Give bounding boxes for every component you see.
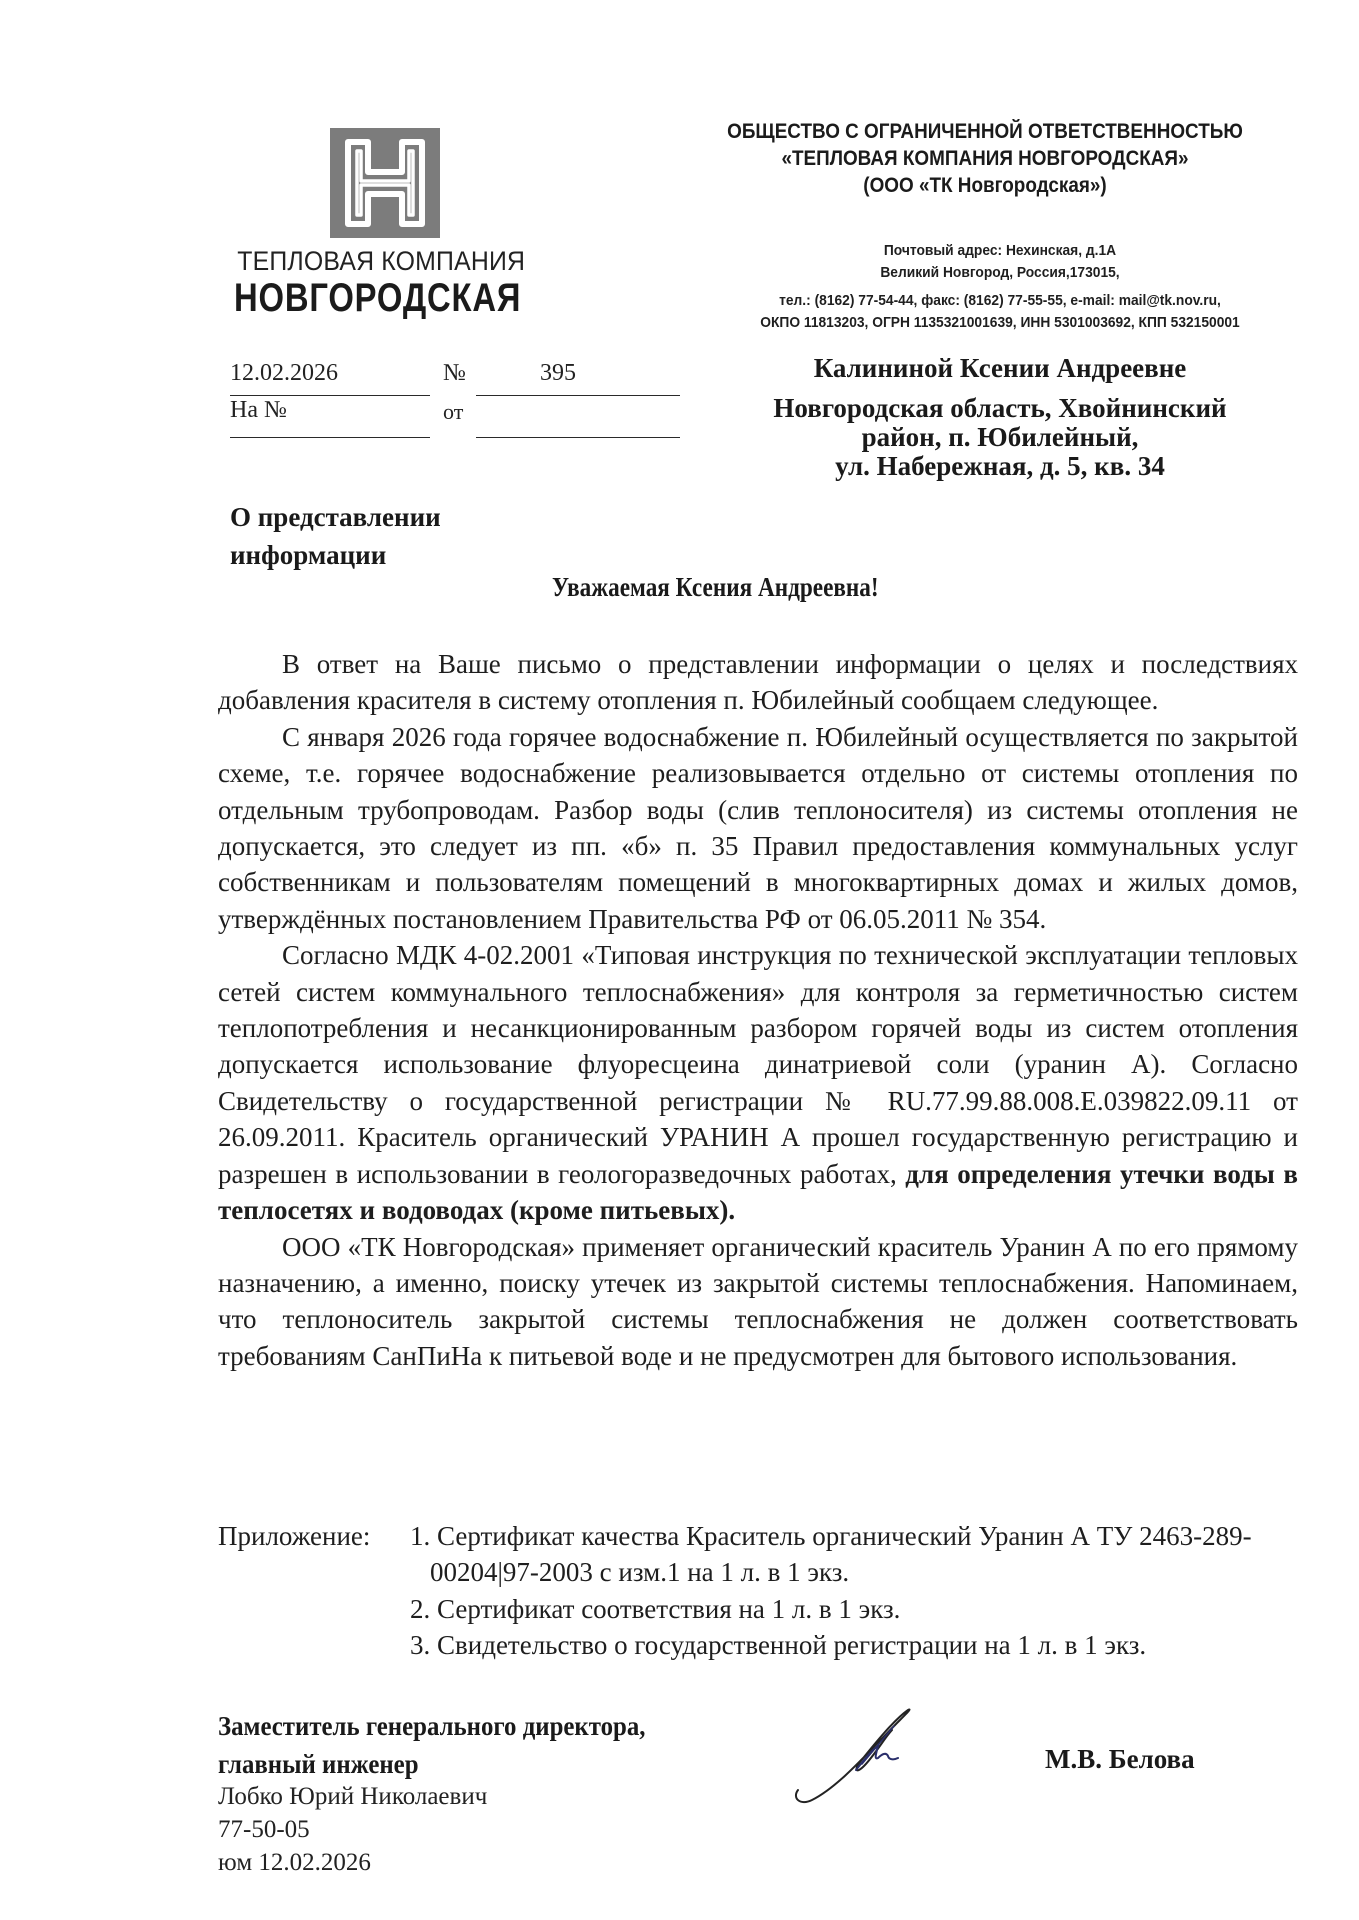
body-text-period: . xyxy=(728,1195,736,1226)
recipient-address-line: район, п. Юбилейный, xyxy=(861,422,1139,452)
attachments-block xyxy=(218,1518,1308,1664)
attachments-label: Приложение: xyxy=(218,1521,371,1551)
body-text-regular: Согласно МДК 4-02.2001 «Типовая инструкция по технической эксплуатации тепловых сетей систем коммунального теплоснабжения» для контроля за герметичностью систем теплопотребления и несанкционированным разбором горячей воды из систем отопления допускается использование флуоресцеина динатриевой соли (уранин А). Согласно Свидетельству о государственной регистрации № RU.77.99.88.008.Е.039822.09.11 от 26.09.2011. Краситель органический УРАНИН А прошел государственную регистрацию и разрешен в использовании в геологоразведочных работах, xyxy=(218,940,1298,1189)
company-name-line: «ТЕПЛОВАЯ КОМПАНИЯ НОВГОРОДСКАЯ» xyxy=(781,147,1189,170)
reference-date-underline xyxy=(476,437,680,438)
salutation: Уважаемая Ксения Андреевна! xyxy=(552,572,879,602)
body-paragraph: В ответ на Ваше письмо о представлении информации о целях и последствиях добавления красителя в систему отопления п. Юбилейный сообщаем следующее. xyxy=(218,649,1298,716)
company-name-line: ОБЩЕСТВО С ОГРАНИЧЕННОЙ ОТВЕТСТВЕННОСТЬЮ xyxy=(727,120,1243,143)
executor-name: Лобко Юрий Николаевич xyxy=(218,1783,488,1810)
postal-address-line: Великий Новгород, Россия,173015, xyxy=(880,264,1120,281)
attachment-item: 1. Сертификат качества Краситель органический Уранин А ТУ 2463-289-00204|97-2003 с изм.1 на 1 л. в 1 экз. xyxy=(410,1521,1252,1588)
letter-body xyxy=(218,646,1298,1374)
requisites-line: ОКПО 11813203, ОГРН 1135321001639, ИНН 5301003692, КПП 532150001 xyxy=(760,314,1240,331)
executor-note: юм 12.02.2026 xyxy=(218,1849,371,1876)
attachments-list xyxy=(218,1518,1308,1664)
body-paragraph xyxy=(218,937,1298,1228)
postal-address-line: Почтовый адрес: Нехинская, д.1А xyxy=(883,242,1117,259)
recipient-address-line: Новгородская область, Хвойнинский xyxy=(773,393,1227,423)
recipient-address-line: ул. Набережная, д. 5, кв. 34 xyxy=(835,451,1165,481)
date-underline xyxy=(230,395,430,396)
body-paragraph: ООО «ТК Новгородская» применяет органический краситель Уранин А по его прямому назначению, а именно, поиску утечек из закрытой системы теплоснабжения. Напоминаем, что теплоноситель закрытой системы теплоснабжения не должен соответствовать требованиям СанПиНа к питьевой воде и не предусмотрен для бытового использования. xyxy=(218,1231,1298,1371)
reference-from-label: от xyxy=(443,399,464,424)
letter-subject xyxy=(230,498,441,574)
signature-scribble-icon xyxy=(790,1690,940,1810)
reference-number-underline xyxy=(230,437,430,438)
signer-position xyxy=(218,1707,645,1783)
subject-line: информации xyxy=(230,540,387,570)
signer-name: М.В. Белова xyxy=(1045,1744,1195,1774)
postal-address xyxy=(700,240,1300,284)
attachment-item: 3. Свидетельство о государственной регистрации на 1 л. в 1 экз. xyxy=(410,1630,1147,1661)
body-paragraph: С января 2026 года горячее водоснабжение п. Юбилейный осуществляется по закрытой схеме, т.е. горячее водоснабжение реализовывается отдельно от системы отопления по отдельным трубопроводам. Разбор воды (слив теплоносителя) из системы отопления не допускается, это следует из пп. «б» п. 35 Правил предоставления коммунальных услуг собственникам и пользователям помещений в многоквартирных домах и жилых домов, утверждённых постановлением Правительства РФ от 06.05.2011 № 354. xyxy=(218,721,1298,934)
recipient-name: Калининой Ксении Андреевне xyxy=(813,353,1187,383)
number-underline xyxy=(476,395,680,396)
company-contacts xyxy=(700,290,1300,334)
subject-line: О представлении xyxy=(230,502,441,532)
logo-text-line2: НОВГОРОДСКАЯ xyxy=(234,276,522,320)
company-name-line: (ООО «ТК Новгородская») xyxy=(863,174,1107,197)
signer-position-line: главный инженер xyxy=(218,1749,419,1779)
attachment-item: 2. Сертификат соответствия на 1 л. в 1 экз. xyxy=(410,1593,901,1624)
reference-number-label: На № xyxy=(230,397,287,423)
body-text-emphasis: для определения утечки воды в теплосетях и водоводах (кроме питьевых) xyxy=(218,1158,1298,1226)
letter-h-mark-icon xyxy=(330,128,440,238)
outgoing-date: 12.02.2026 xyxy=(230,360,338,386)
executor-block xyxy=(218,1780,487,1879)
number-label: № xyxy=(443,360,466,386)
company-logo-mark xyxy=(330,128,440,238)
executor-phone: 77-50-05 xyxy=(218,1816,310,1843)
signer-position-line: Заместитель генерального директора, xyxy=(218,1711,646,1741)
outgoing-number: 395 xyxy=(540,360,576,386)
company-full-name xyxy=(672,118,1298,199)
handwritten-signature xyxy=(790,1690,940,1810)
recipient-block xyxy=(722,348,1278,481)
contacts-line: тел.: (8162) 77-54-44, факс: (8162) 77-55-55, e-mail: mail@tk.nov.ru, xyxy=(779,292,1221,309)
logo-text-line1: ТЕПЛОВАЯ КОМПАНИЯ xyxy=(237,246,526,276)
